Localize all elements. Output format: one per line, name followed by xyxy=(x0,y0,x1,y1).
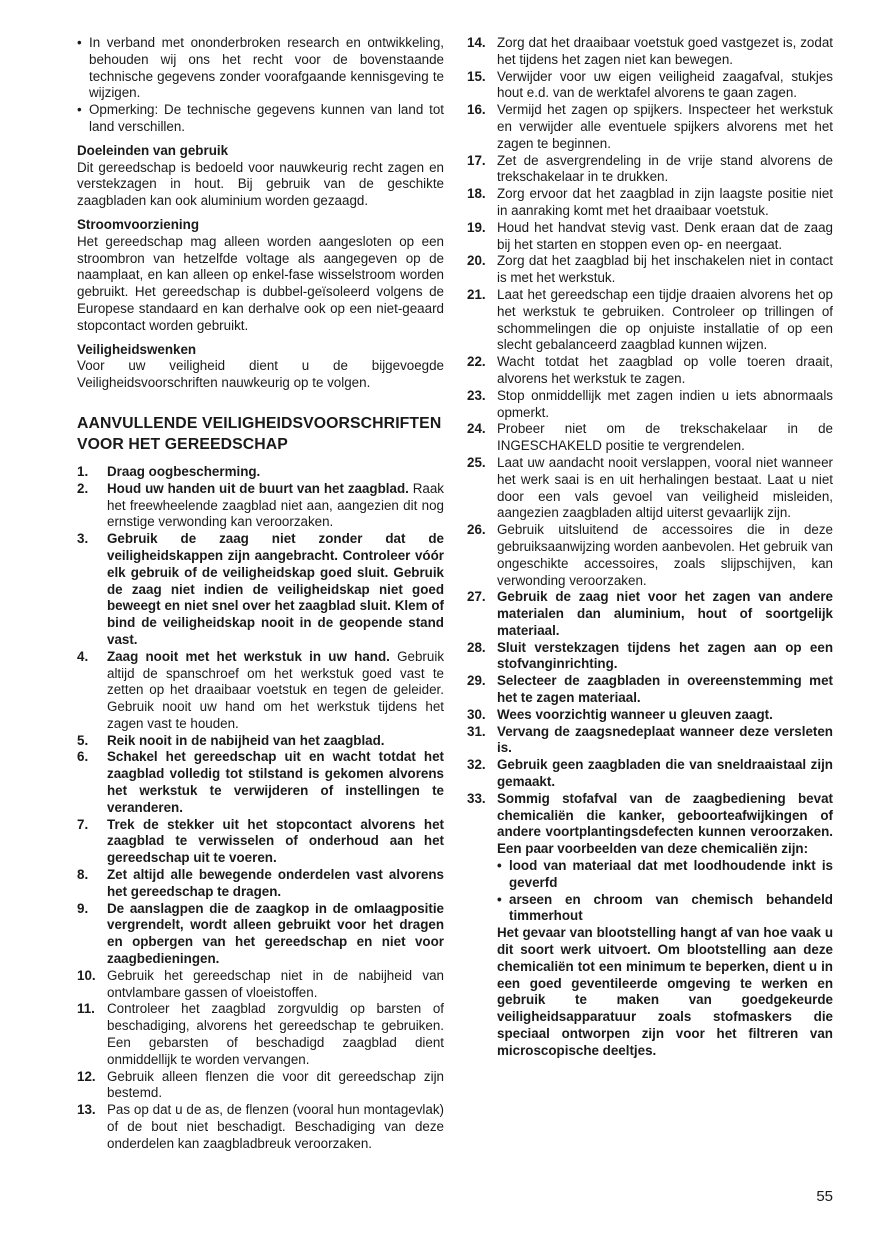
item-number: 14. xyxy=(467,35,486,50)
safety-list-left xyxy=(77,464,444,1153)
intro-bullet: • Opmerking: De technische gegevens kunnen van land tot land verschillen. xyxy=(77,102,444,134)
item-number: 27. xyxy=(467,589,486,605)
item-number: 2. xyxy=(77,480,89,496)
list-item xyxy=(467,589,833,639)
item-number: 5. xyxy=(77,732,89,748)
list-item xyxy=(77,817,444,867)
item-text: Gebruik altijd de spanschroef om het werkstuk goed vast te zetten op het draaibaar voetstuk en tegen de geleider. Gebruik nooit uw hand om het werkstuk tijdens het zagen vast te houden. xyxy=(107,648,445,731)
sub-bullet: • arseen en chroom van chemisch behandeld timmerhout xyxy=(497,891,833,924)
list-item xyxy=(77,1001,444,1068)
item-number: 6. xyxy=(77,749,89,765)
list-item xyxy=(467,421,833,455)
item-number: 11. xyxy=(77,1001,95,1017)
list-item xyxy=(467,757,833,791)
item-bold-text: Reik nooit in de nabijheid van het zaagblad. xyxy=(107,732,385,748)
list-item xyxy=(467,640,833,674)
item-number: 7. xyxy=(77,816,89,832)
item-text: Houd het handvat stevig vast. Denk eraan dat de zaag bij het starten en stoppen even op- en neergaat. xyxy=(497,219,833,252)
item-number: 10. xyxy=(77,967,96,983)
section-heading-doeleinden: Doeleinden van gebruik xyxy=(77,142,229,158)
item-number: 20. xyxy=(467,253,486,269)
sub-bullet: • lood van materiaal dat met loodhoudende inkt is geverfd xyxy=(497,858,833,890)
item33-text: Sommig stofafval van de zaagbediening bevat chemicaliën die kanker, geboorteafwijkingen of andere voortplantingsdefecten kunnen veroorzaken. Een paar voorbeelden van deze chemicaliën zijn: xyxy=(497,790,833,857)
list-item xyxy=(467,724,833,758)
list-item xyxy=(467,220,833,254)
item-number: 31. xyxy=(467,723,486,739)
item-number: 15. xyxy=(467,68,486,84)
bullet-icon: • xyxy=(77,35,82,50)
list-item xyxy=(467,153,833,187)
item-text: Controleer het zaagblad zorgvuldig op barsten of beschadiging, alvorens het gereedschap te gebruiken. Een gebarsten of beschadigd zaagblad dient onmiddellijk te worden vervangen. xyxy=(107,1001,444,1067)
list-item xyxy=(77,464,444,481)
list-item xyxy=(467,455,833,522)
item-number: 21. xyxy=(467,286,486,302)
item-text: Gebruik uitsluitend de accessoires die in deze gebruiksaanwijzing worden aanbevolen. Het gebruik van ongeschikte accessoires, zoals slijpschijven, kan verwonding veroorzaken. xyxy=(497,522,833,588)
item-bold-text: Gebruik de zaag niet voor het zagen van andere materialen dan aluminium, hout of soortgelijk materiaal. xyxy=(497,589,833,638)
item-text: Zorg dat het draaibaar voetstuk goed vastgezet is, zodat het tijdens het zagen niet kan bewegen. xyxy=(497,35,833,67)
safety-list-right xyxy=(467,35,833,791)
list-item xyxy=(467,253,833,287)
item-bold-text: Wees voorzichtig wanneer u gleuven zaagt. xyxy=(497,706,773,722)
item-number: 28. xyxy=(467,639,486,655)
list-item xyxy=(467,102,833,152)
item-text: Zet de asvergrendeling in de vrije stand alvorens de trekschakelaar in te drukken. xyxy=(497,152,833,185)
list-item xyxy=(467,354,833,388)
item-number: 26. xyxy=(467,522,486,538)
item-number: 32. xyxy=(467,757,486,773)
item-text: Stop onmiddellijk met zagen indien u iets abnormaals opmerkt. xyxy=(497,387,833,420)
list-item xyxy=(467,388,833,422)
item-text: Probeer niet om de trekschakelaar in de INGESCHAKELD positie te vergrendelen. xyxy=(497,421,833,454)
item-text: Laat het gereedschap een tijdje draaien alvorens het op het werkstuk te gebruiken. Controleer op trillingen of schommelingen die op onjuiste installatie of op een slecht gebalanceerd zaagblad kunnen wijzen. xyxy=(497,286,833,353)
item-text: Pas op dat u de as, de flenzen (vooral hun montagevlak) of de bout niet beschadigt. Beschadiging van deze onderdelen kan zaagbladbreuk veroorzaken. xyxy=(107,1102,444,1151)
right-column xyxy=(467,35,833,1060)
list-item xyxy=(467,35,833,69)
item-bold-text: Houd uw handen uit de buurt van het zaagblad. xyxy=(107,480,409,496)
item-text: Gebruik het gereedschap niet in de nabijheid van ontvlambare gassen of vloeistoffen. xyxy=(107,967,444,1000)
list-item xyxy=(77,749,444,816)
item-number: 1. xyxy=(77,463,89,479)
section-text-veiligheid: Voor uw veiligheid dient u de bijgevoegde Veiligheidsvoorschriften nauwkeurig op te volgen. xyxy=(77,358,444,391)
item-number: 18. xyxy=(467,186,486,202)
item-bold-text: Draag oogbescherming. xyxy=(107,463,261,479)
list-item xyxy=(467,186,833,220)
item-number: 30. xyxy=(467,706,486,722)
list-item xyxy=(77,867,444,901)
list-item xyxy=(77,649,444,733)
item-bold-text: Trek de stekker uit het stopcontact alvorens het zaagblad te verwisselen of onderhoud aan het gereedschap uit te voeren. xyxy=(107,816,444,866)
item-text: Gebruik alleen flenzen die voor dit gereedschap zijn bestemd. xyxy=(107,1068,444,1101)
section-heading-veiligheid: Veiligheidswenken xyxy=(77,341,197,357)
section-text-stroom: Het gereedschap mag alleen worden aangesloten op een stroombron van hetzelfde voltage als aangegeven op de naamplaat, en kan alleen op enkel-fase wisselstroom worden gebruikt. Het gereedschap is dubbel-geïsoleerd volgens de Europese standaard en kan derhalve ook op een niet-geaard stopcontact worden gebruikt. xyxy=(77,233,444,333)
item-number: 17. xyxy=(467,152,486,168)
item-number: 23. xyxy=(467,387,486,403)
item-bold-text: Zaag nooit met het werkstuk in uw hand. xyxy=(107,648,390,664)
list-item xyxy=(77,1069,444,1103)
list-item xyxy=(77,1102,444,1152)
item-number: 25. xyxy=(467,454,486,470)
item-number: 8. xyxy=(77,867,89,883)
item-bold-text: Gebruik geen zaagbladen die van sneldraaistaal zijn gemaakt. xyxy=(497,757,833,790)
section-text-doeleinden: Dit gereedschap is bedoeld voor nauwkeurig recht zagen en verstekzagen in hout. Bij gebruik van de geschikte zaagbladen kan ook aluminium worden gezaagd. xyxy=(77,159,444,209)
page-number: 55 xyxy=(816,1188,833,1205)
list-item xyxy=(467,707,833,724)
item-bold-text: Schakel het gereedschap uit en wacht totdat het zaagblad volledig tot stilstand is gekomen alvorens het werkstuk te verwijderen of instellingen te veranderen. xyxy=(107,749,444,815)
list-item xyxy=(77,733,444,750)
list-item-33: 33. Sommig stofafval van de zaagbediening bevat chemicaliën die kanker, geboorteafwijkingen of andere voortplantingsdefecten kunnen veroorzaken. Een paar voorbeelden van deze chemicaliën zijn: • lood van materiaal dat met loodhoudende inkt is geverfd • arseen en chroom van chemisch behandeld timmerhout Het gevaar van blootstelling hangt af van hoe vaak u dit soort werk uitvoert. Om blootstelling aan deze chemicaliën tot een minimum te beperken, dient u in een goed geventileerde omgeving te werken en gebruik te maken van goedgekeurde veiligheidsapparatuur zoals stofmaskers die speciaal ontworpen zijn voor het filtreren van microscopische deeltjes. xyxy=(467,790,833,1058)
item-text: Laat uw aandacht nooit verslappen, vooral niet wanneer het werk saai is en uit herhalingen bestaat. Laat u niet door een vals gevoel van veiligheid misleiden, aangezien zaagbladen altijd uiterst gevaarlijk zijn. xyxy=(497,454,833,521)
item-text: Zorg ervoor dat het zaagblad in zijn laagste positie niet in aanraking komt met het draaibaar voetstuk. xyxy=(497,186,833,218)
main-heading: AANVULLENDE VEILIGHEIDSVOORSCHRIFTEN VOOR HET GEREEDSCHAP xyxy=(77,414,442,453)
list-item xyxy=(77,968,444,1002)
item-number: 16. xyxy=(467,102,486,118)
list-item xyxy=(77,531,444,649)
bullet-icon: • xyxy=(497,858,502,874)
item-bold-text: Vervang de zaagsnedeplaat wanneer deze versleten is. xyxy=(497,723,833,756)
list-item xyxy=(467,287,833,354)
item-text: Verwijder voor uw eigen veiligheid zaagafval, stukjes hout e.d. van de werktafel alvorens te gaan zagen. xyxy=(497,68,833,101)
section-heading-stroom: Stroomvoorziening xyxy=(77,216,200,232)
item-bold-text: Sluit verstekzagen tijdens het zagen aan op een stofvanginrichting. xyxy=(497,639,833,672)
item-number: 3. xyxy=(77,531,89,547)
list-item xyxy=(77,481,444,531)
intro-bullet: • In verband met ononderbroken research en ontwikkeling, behouden wij ons het recht voor de bovenstaande technische gegevens zonder voorafgaande kennisgeving te wijzigen. xyxy=(77,35,444,101)
item-text: Vermijd het zagen op spijkers. Inspecteer het werkstuk en verwijder alle eventuele spijkers alvorens met het zagen te beginnen. xyxy=(497,102,833,151)
item-number: 9. xyxy=(77,900,89,916)
list-item xyxy=(467,522,833,589)
item-number: 12. xyxy=(77,1068,96,1084)
item-bold-text: De aanslagpen die de zaagkop in de omlaagpositie vergrendelt, wordt alleen gebruikt voor het dragen en opbergen van het gereedschap en niet voor zaagbedieningen. xyxy=(107,900,444,967)
item-text: Zorg dat het zaagblad bij het inschakelen niet in contact is met het werkstuk. xyxy=(497,253,833,286)
bullet-icon: • xyxy=(497,891,502,907)
item-number: 19. xyxy=(467,219,486,235)
item-bold-text: Zet altijd alle bewegende onderdelen vast alvorens het gereedschap te dragen. xyxy=(107,867,444,899)
item-number: 4. xyxy=(77,648,89,664)
item-bold-text: Selecteer de zaagbladen in overeenstemming met het te zagen materiaal. xyxy=(497,673,833,706)
bullet-icon: • xyxy=(77,102,82,118)
item-text: Raak het freewheelende zaagblad niet aan, aangezien dit nog ernstige verwonding kan veroorzaken. xyxy=(107,480,444,530)
item-text: Wacht totdat het zaagblad op volle toeren draait, alvorens het werkstuk te zagen. xyxy=(497,354,833,386)
item-number: 29. xyxy=(467,673,486,689)
item-number: 24. xyxy=(467,421,486,437)
item-number: 22. xyxy=(467,354,486,370)
item-bold-text: Gebruik de zaag niet zonder dat de veiligheidskappen zijn aangebracht. Controleer vóór elk gebruik of de veiligheidskap goed sluit. Gebruik de zaag niet indien de veiligheidskap niet goed beweegt en niet snel over het zaagblad sluit. Klem of bind de veiligheidskap nooit in de geopende stand vast. xyxy=(107,531,444,647)
list-item xyxy=(467,69,833,103)
item-number: 13. xyxy=(77,1102,96,1118)
item33-closing: Het gevaar van blootstelling hangt af van hoe vaak u dit soort werk uitvoert. Om blootstelling aan deze chemicaliën tot een minimum te beperken, dient u in een goed geventileerde omgeving te werken en gebruik te maken van goedgekeurde veiligheidsapparatuur zoals stofmaskers die speciaal ontworpen zijn voor het filtreren van microscopische deeltjes. xyxy=(497,925,833,1058)
left-column xyxy=(77,35,444,1153)
list-item xyxy=(77,901,444,968)
list-item xyxy=(467,673,833,707)
